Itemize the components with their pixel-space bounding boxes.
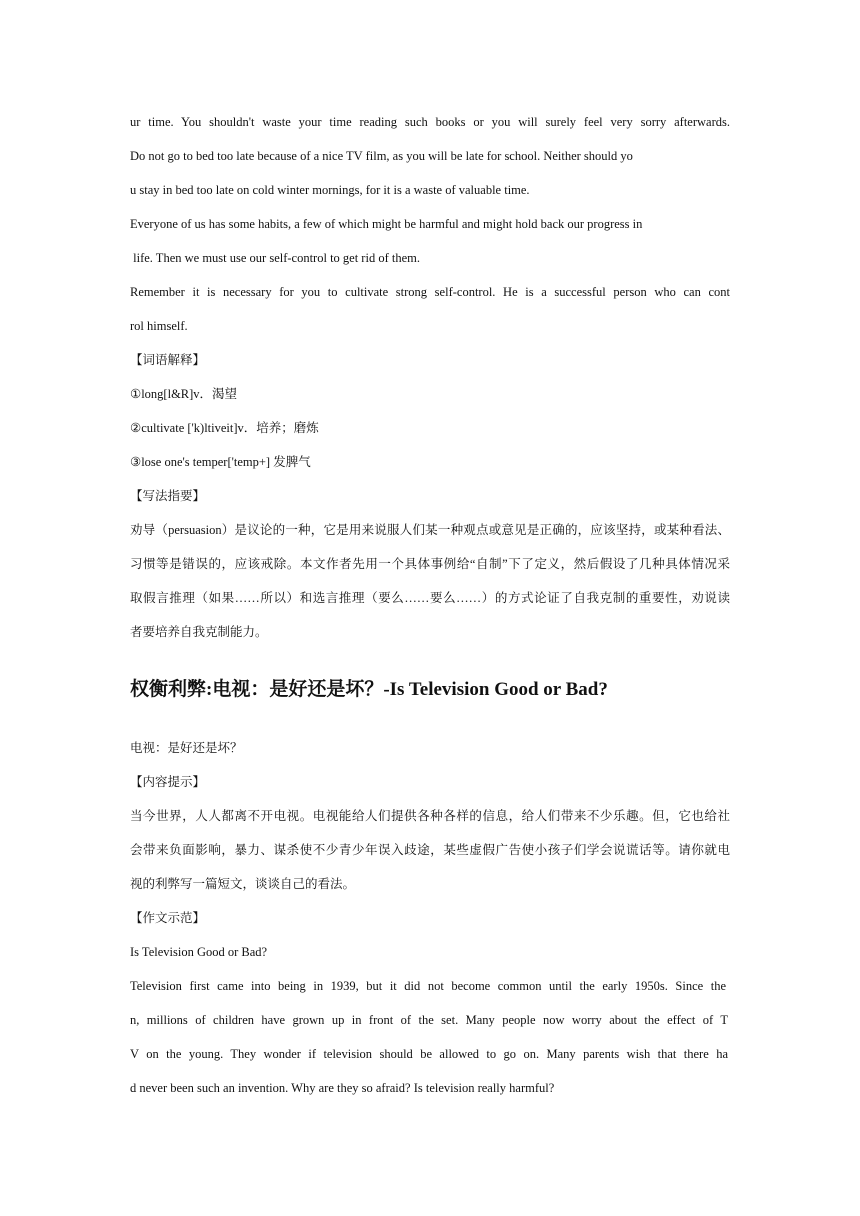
content-line: 视的利弊写一篇短文，谈谈自己的看法。: [130, 877, 356, 891]
essay-line: n, millions of children have grown up in front of the set. Many people now worry about the effect of T: [130, 1013, 728, 1027]
essay-line: ur time. You shouldn't waste your time reading such books or you will surely feel very sorry afterwards.: [130, 115, 730, 129]
vocab-item: ①long[l&R]v．渴望: [130, 387, 238, 401]
content-line: 当今世界，人人都离不开电视。电视能给人们提供各种各样的信息，给人们带来不少乐趣。但，它也给社: [130, 809, 730, 823]
section-header-writing: 【写法指要】: [130, 489, 206, 503]
writing-line: 者要培养自我克制能力。: [130, 625, 268, 639]
article-subtitle: 电视：是好还是坏？: [130, 741, 243, 755]
section-header-sample: 【作文示范】: [130, 911, 206, 925]
essay-line: rol himself.: [130, 319, 188, 333]
essay-line: Do not go to bed too late because of a nice TV film, as you will be late for school. Neither should yo: [130, 149, 633, 163]
vocab-item: ②cultivate ['k)ltiveit]v．培养；磨炼: [130, 421, 319, 435]
essay-title: Is Television Good or Bad?: [130, 945, 268, 959]
writing-line: 劝导（persuasion）是议论的一种，它是用来说服人们某一种观点或意见是正确的，应该坚持，或某种看法、: [130, 523, 730, 537]
essay-line: V on the young. They wonder if television should be allowed to go on. Many parents wish that there ha: [130, 1047, 728, 1061]
writing-line: 取假言推理（如果……所以）和选言推理（要么……要么……）的方式论证了自我克制的重要性，劝说读: [130, 591, 730, 605]
section-header-vocab: 【词语解释】: [130, 353, 206, 367]
essay-line: Remember it is necessary for you to cultivate strong self-control. He is a successful person who can cont: [130, 285, 730, 299]
essay-line: Everyone of us has some habits, a few of which might be harmful and might hold back our progress in: [130, 217, 643, 231]
vocab-item: ③lose one's temper['temp+] 发脾气: [130, 455, 311, 469]
essay-line: d never been such an invention. Why are they so afraid? Is television really harmful?: [130, 1081, 555, 1095]
essay-line: u stay in bed too late on cold winter mornings, for it is a waste of valuable time.: [130, 183, 530, 197]
essay-line: Television first came into being in 1939, but it did not become common until the early 1950s. Since the: [130, 979, 726, 993]
essay-line: life. Then we must use our self-control to get rid of them.: [130, 251, 420, 265]
article-title: 权衡利弊:电视：是好还是坏？-Is Television Good or Bad?: [130, 679, 608, 700]
writing-line: 习惯等是错误的，应该戒除。本文作者先用一个具体事例给“自制”下了定义，然后假设了几种具体情况采: [130, 557, 730, 571]
content-line: 会带来负面影响，暴力、谋杀使不少青少年误入歧途，某些虚假广告使小孩子们学会说谎话等。请你就电: [130, 843, 730, 857]
section-header-content: 【内容提示】: [130, 775, 206, 789]
